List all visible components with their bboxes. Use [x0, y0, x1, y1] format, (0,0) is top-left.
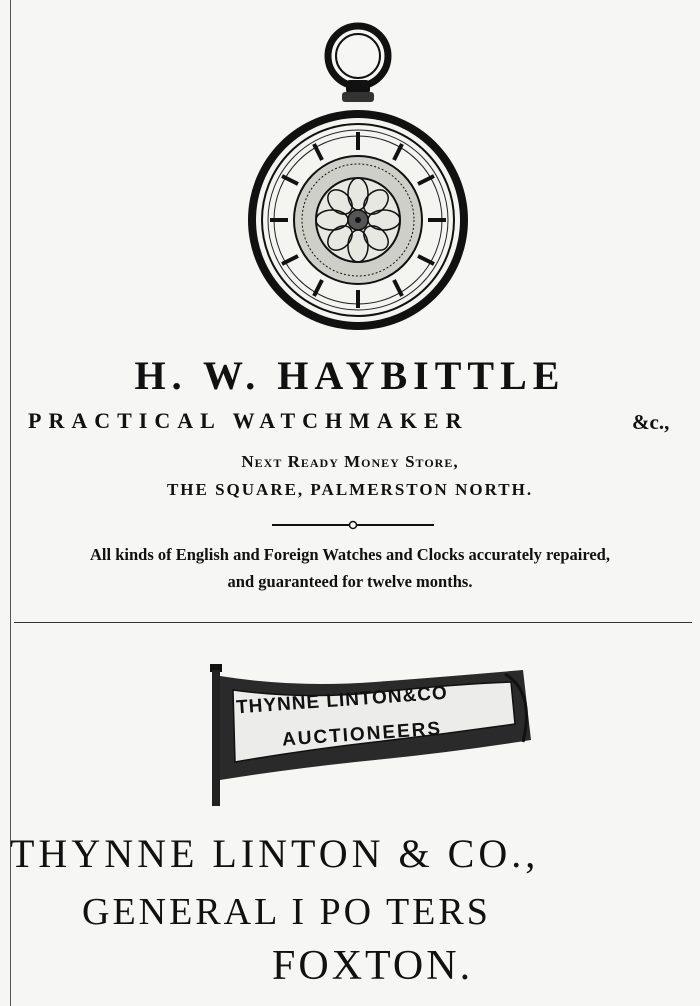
auctioneer-name: THYNNE LINTON & CO., [10, 831, 540, 876]
trade-suffix: &c., [632, 410, 670, 434]
advert-body-line-1: All kinds of English and Foreign Watches and Clocks accurately repaired, [90, 545, 610, 564]
flag-text-line-2: AUCTIONEERS [281, 718, 443, 751]
auctioneer-place: FOXTON. [272, 943, 474, 989]
advertiser-trade: PRACTICAL WATCHMAKER [28, 408, 469, 433]
pocket-watch-icon [242, 8, 474, 338]
advertiser-name: H. W. HAYBITTLE [134, 353, 566, 398]
advert-body-line-2: and guaranteed for twelve months. [227, 572, 473, 591]
ornament-rule-icon [272, 519, 434, 531]
flag-text-line-1: THYNNE LINTON&CO [235, 682, 449, 719]
advert-divider [14, 622, 692, 623]
address-line-1: Next Ready Money Store, [241, 452, 459, 471]
auctioneer-subtitle: GENERAL I PO TERS [82, 891, 491, 933]
address-line-2: THE SQUARE, PALMERSTON NORTH. [166, 480, 534, 499]
pocket-watch-illustration [242, 8, 474, 338]
